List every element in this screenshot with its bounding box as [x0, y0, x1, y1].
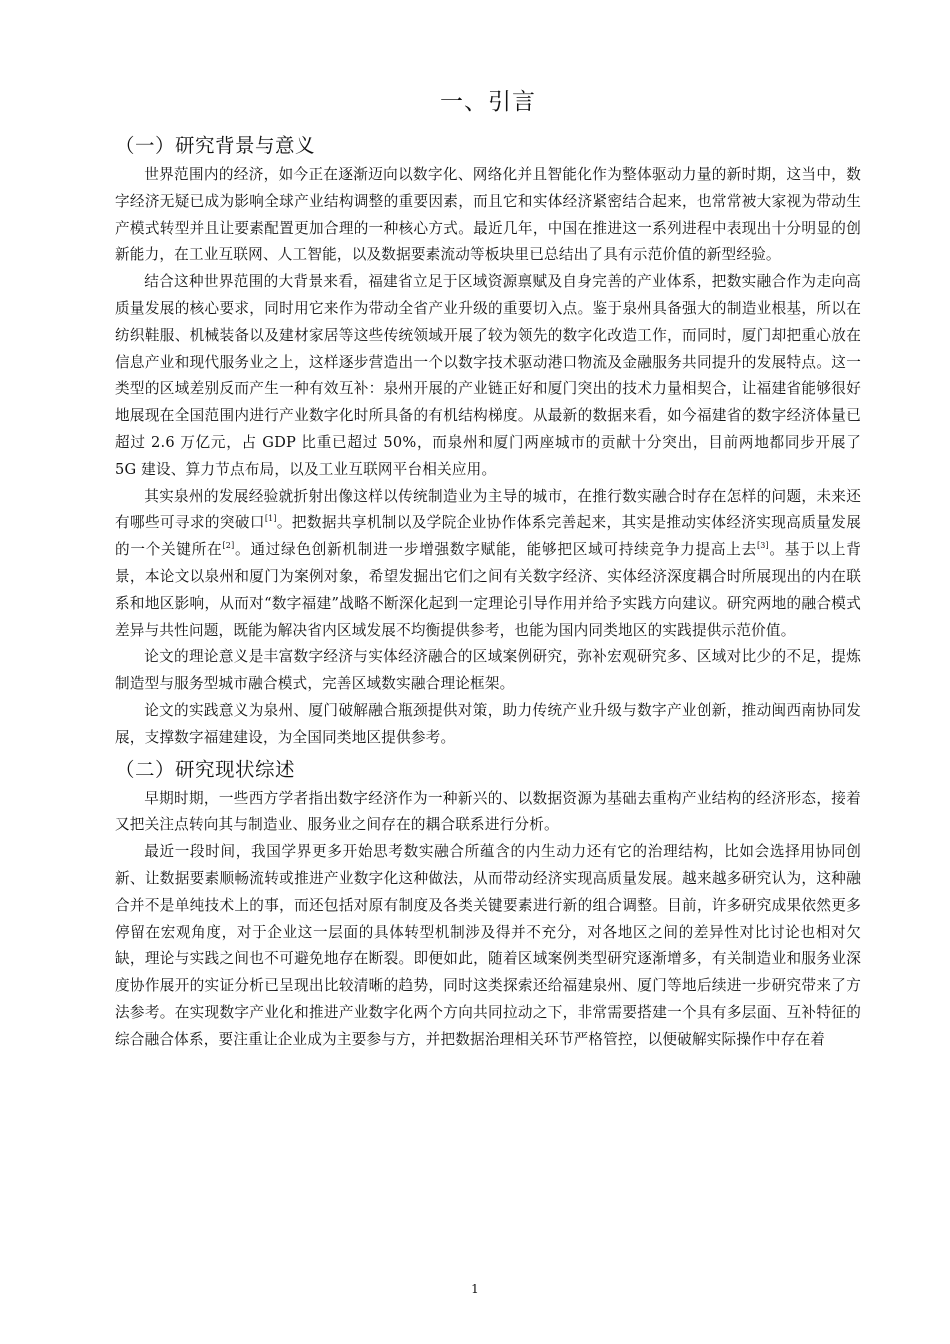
- paragraph: 世界范围内的经济，如今正在逐渐迈向以数字化、网络化并且智能化作为整体驱动力量的新时期，这当中，数字经济无疑已成为影响全球产业结构调整的重要因素，而且它和实体经济紧密结合起来，也常常被大家视为带动生产模式转型并且让要素配置更加合理的一种核心方式。最近几年，中国在推进这一系列进程中表现出十分明显的创新能力，在工业互联网、人工智能，以及数据要素流动等板块里已总结出了具有示范价值的新型经验。: [115, 166, 861, 264]
- chapter-title: 一、引言: [440, 89, 536, 115]
- page-number: 1: [471, 1282, 479, 1296]
- paragraph: 论文的实践意义为泉州、厦门破解融合瓶颈提供对策，助力传统产业升级与数字产业创新，推动闽西南协同发展，支撑数字福建建设，为全国同类地区提供参考。: [115, 701, 861, 746]
- citation-marker: [2]: [222, 541, 235, 551]
- paragraph: 论文的理论意义是丰富数字经济与实体经济融合的区域案例研究，弥补宏观研究多、区域对比少的不足，提炼制造型与服务型城市融合模式，完善区域数实融合理论框架。: [115, 648, 861, 693]
- citation-marker: [3]: [756, 541, 769, 551]
- paragraph-with-citations: 其实泉州的发展经验就折射出像这样以传统制造业为主导的城市，在推行数实融合时存在怎样的问题，未来还有哪些可寻求的突破口[1]。把数据共享机制以及学院企业协作体系完善起来，其实是推动实体经济实现高质量发展的一个关键所在[2]。通过绿色创新机制进一步增强数字赋能，能够把区域可持续竞争力提高上去[3]。基于以上背景，本论文以泉州和厦门为案例对象，希望发掘出它们之间有关数字经济、实体经济深度耦合时所展现出的内在联系和地区影响，从而对“数字福建”战略不断深化起到一定理论引导作用并给予实践方向建议。研究两地的融合模式差异与共性问题，既能为解决省内区域发展不均衡提供参考，也能为国内同类地区的实践提供示范价值。: [115, 487, 861, 639]
- section-title-background: （一）研究背景与意义: [115, 134, 316, 157]
- paragraph: 早期时期，一些西方学者指出数字经济作为一种新兴的、以数据资源为基础去重构产业结构的经济形态，接着又把关注点转向其与制造业、服务业之间存在的耦合联系进行分析。: [115, 789, 861, 834]
- section-title-literature-review: （二）研究现状综述: [115, 757, 296, 781]
- citation-marker: [1]: [264, 514, 277, 524]
- document-page: [115, 82, 861, 1054]
- paragraph: 结合这种世界范围的大背景来看，福建省立足于区域资源禀赋及自身完善的产业体系，把数实融合作为走向高质量发展的核心要求，同时用它来作为带动全省产业升级的重要切入点。鉴于泉州具备强大的制造业根基，所以在纺织鞋服、机械装备以及建材家居等这些传统领域开展了较为领先的数字化改造工作，而同时，厦门却把重心放在信息产业和现代服务业之上，这样逐步营造出一个以数字技术驱动港口物流及金融服务共同提升的发展特点。这一类型的区域差别反而产生一种有效互补：泉州开展的产业链正好和厦门突出的技术力量相契合，让福建省能够很好地展现在全国范围内进行产业数字化时所具备的有机结构梯度。从最新的数据来看，如今福建省的数字经济体量已超过 2.6 万亿元，占 GDP 比重已超过 50%，而泉州和厦门两座城市的贡献十分突出，目前两地都同步开展了 5G 建设、算力节点布局，以及工业互联网平台相关应用。: [115, 273, 861, 478]
- paragraph: 最近一段时间，我国学界更多开始思考数实融合所蕴含的内生动力还有它的治理结构，比如会选择用协同创新、让数据要素顺畅流转或推进产业数字化这种做法，从而带动经济实现高质量发展。越来越多研究认为，这种融合并不是单纯技术上的事，而还包括对原有制度及各类关键要素进行新的组合调整。目前，许多研究成果依然更多停留在宏观角度，对于企业这一层面的具体转型机制涉及得并不充分，对各地区之间的差异性对比讨论也相对欠缺，理论与实践之间也不可避免地存在断裂。即便如此，随着区域案例类型研究逐渐增多，有关制造业和服务业深度协作展开的实证分析已呈现出比较清晰的趋势，同时这类探索还给福建泉州、厦门等地后续进一步研究带来了方法参考。在实现数字产业化和推进产业数字化两个方向共同拉动之下，非常需要搭建一个具有多层面、互补特征的综合融合体系，要注重让企业成为主要参与方，并把数据治理相关环节严格管控，以便破解实际操作中存在着: [115, 843, 861, 1048]
